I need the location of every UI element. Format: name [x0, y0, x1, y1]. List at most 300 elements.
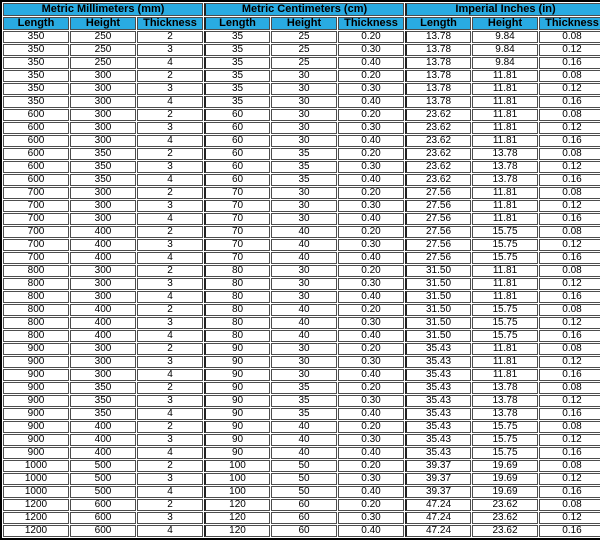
cell: 60 [271, 499, 337, 511]
cell: 0.08 [539, 382, 600, 394]
cell: 30 [271, 122, 337, 134]
cell: 30 [271, 200, 337, 212]
cell: 90 [204, 434, 270, 446]
cell: 0.40 [338, 369, 404, 381]
cell: 35.43 [405, 369, 471, 381]
cell: 0.20 [338, 499, 404, 511]
cell: 30 [271, 265, 337, 277]
cell: 35 [204, 83, 270, 95]
cell: 0.08 [539, 148, 600, 160]
cell: 300 [70, 278, 136, 290]
cell: 3 [137, 200, 203, 212]
cell: 3 [137, 395, 203, 407]
table-row [3, 213, 600, 225]
table-row [3, 395, 600, 407]
cell: 35 [204, 31, 270, 43]
cell: 800 [3, 330, 69, 342]
cell: 250 [70, 44, 136, 56]
table-row [3, 421, 600, 433]
cell: 31.50 [405, 278, 471, 290]
cell: 900 [3, 447, 69, 459]
cell: 31.50 [405, 330, 471, 342]
table-row [3, 70, 600, 82]
cell: 4 [137, 252, 203, 264]
column-header-cm-height: Height [271, 17, 337, 30]
cell: 120 [204, 512, 270, 524]
cell: 120 [204, 499, 270, 511]
table-row [3, 447, 600, 459]
cell: 0.40 [338, 486, 404, 498]
cell: 350 [3, 70, 69, 82]
cell: 350 [70, 408, 136, 420]
cell: 60 [204, 148, 270, 160]
cell: 35.43 [405, 382, 471, 394]
cell: 2 [137, 31, 203, 43]
table-row [3, 460, 600, 472]
cell: 400 [70, 330, 136, 342]
cell: 0.20 [338, 265, 404, 277]
cell: 60 [204, 174, 270, 186]
cell: 60 [204, 161, 270, 173]
cell: 19.69 [472, 473, 538, 485]
table-row [3, 57, 600, 69]
cell: 0.12 [539, 200, 600, 212]
cell: 15.75 [472, 226, 538, 238]
cell: 39.37 [405, 473, 471, 485]
cell: 400 [70, 252, 136, 264]
cell: 300 [70, 213, 136, 225]
cell: 30 [271, 369, 337, 381]
cell: 1000 [3, 460, 69, 472]
cell: 600 [70, 512, 136, 524]
cell: 0.30 [338, 473, 404, 485]
cell: 80 [204, 291, 270, 303]
cell: 350 [3, 57, 69, 69]
cell: 0.12 [539, 317, 600, 329]
cell: 600 [3, 161, 69, 173]
cell: 0.30 [338, 239, 404, 251]
cell: 39.37 [405, 460, 471, 472]
column-header-in-length: Length [405, 17, 471, 30]
cell: 13.78 [472, 174, 538, 186]
cell: 0.40 [338, 252, 404, 264]
cell: 300 [70, 343, 136, 355]
cell: 100 [204, 473, 270, 485]
cell: 40 [271, 226, 337, 238]
cell: 300 [70, 83, 136, 95]
cell: 0.40 [338, 525, 404, 537]
cell: 600 [70, 499, 136, 511]
cell: 0.30 [338, 83, 404, 95]
cell: 350 [3, 44, 69, 56]
table-row [3, 343, 600, 355]
cell: 0.12 [539, 239, 600, 251]
cell: 3 [137, 122, 203, 134]
cell: 0.40 [338, 57, 404, 69]
cell: 70 [204, 213, 270, 225]
cell: 15.75 [472, 447, 538, 459]
cell: 40 [271, 447, 337, 459]
cell: 60 [271, 525, 337, 537]
cell: 0.16 [539, 135, 600, 147]
table-row [3, 330, 600, 342]
cell: 13.78 [472, 161, 538, 173]
cell: 0.40 [338, 213, 404, 225]
cell: 400 [70, 317, 136, 329]
cell: 90 [204, 343, 270, 355]
cell: 0.08 [539, 421, 600, 433]
cell: 300 [70, 356, 136, 368]
table-row [3, 382, 600, 394]
cell: 900 [3, 343, 69, 355]
cell: 90 [204, 421, 270, 433]
table-row [3, 473, 600, 485]
cell: 80 [204, 304, 270, 316]
cell: 15.75 [472, 252, 538, 264]
cell: 0.16 [539, 96, 600, 108]
sub-header-row [3, 17, 600, 30]
cell: 4 [137, 447, 203, 459]
cell: 0.20 [338, 460, 404, 472]
cell: 35.43 [405, 447, 471, 459]
cell: 47.24 [405, 525, 471, 537]
cell: 30 [271, 291, 337, 303]
cell: 0.40 [338, 174, 404, 186]
table-row [3, 252, 600, 264]
cell: 0.08 [539, 187, 600, 199]
cell: 600 [3, 135, 69, 147]
cell: 4 [137, 369, 203, 381]
cell: 350 [70, 148, 136, 160]
cell: 2 [137, 343, 203, 355]
cell: 500 [70, 460, 136, 472]
cell: 3 [137, 317, 203, 329]
cell: 35 [271, 174, 337, 186]
cell: 39.37 [405, 486, 471, 498]
cell: 1200 [3, 525, 69, 537]
cell: 0.20 [338, 187, 404, 199]
cell: 31.50 [405, 304, 471, 316]
cell: 0.12 [539, 473, 600, 485]
table-row [3, 31, 600, 43]
cell: 13.78 [405, 70, 471, 82]
cell: 0.16 [539, 213, 600, 225]
cell: 13.78 [405, 83, 471, 95]
table-row [3, 512, 600, 524]
cell: 350 [70, 161, 136, 173]
cell: 2 [137, 70, 203, 82]
cell: 700 [3, 200, 69, 212]
cell: 0.16 [539, 369, 600, 381]
cell: 0.40 [338, 447, 404, 459]
cell: 25 [271, 44, 337, 56]
cell: 60 [204, 135, 270, 147]
cell: 0.20 [338, 421, 404, 433]
table-row [3, 96, 600, 108]
cell: 60 [271, 512, 337, 524]
cell: 35.43 [405, 395, 471, 407]
table-row [3, 265, 600, 277]
cell: 1200 [3, 512, 69, 524]
cell: 0.12 [539, 278, 600, 290]
cell: 3 [137, 356, 203, 368]
cell: 31.50 [405, 265, 471, 277]
cell: 40 [271, 252, 337, 264]
cell: 80 [204, 317, 270, 329]
group-header-metric-mm: Metric Millimeters (mm) [3, 3, 203, 16]
cell: 0.16 [539, 486, 600, 498]
table-row [3, 434, 600, 446]
cell: 25 [271, 57, 337, 69]
cell: 31.50 [405, 291, 471, 303]
cell: 13.78 [472, 395, 538, 407]
cell: 0.20 [338, 304, 404, 316]
table-row [3, 226, 600, 238]
table-row [3, 369, 600, 381]
cell: 35 [271, 408, 337, 420]
cell: 4 [137, 291, 203, 303]
cell: 23.62 [405, 148, 471, 160]
cell: 0.16 [539, 330, 600, 342]
cell: 2 [137, 382, 203, 394]
cell: 400 [70, 421, 136, 433]
cell: 4 [137, 174, 203, 186]
cell: 0.12 [539, 356, 600, 368]
cell: 13.78 [405, 57, 471, 69]
cell: 600 [3, 148, 69, 160]
cell: 3 [137, 83, 203, 95]
cell: 30 [271, 109, 337, 121]
cell: 0.08 [539, 343, 600, 355]
cell: 13.78 [472, 408, 538, 420]
cell: 30 [271, 96, 337, 108]
cell: 0.20 [338, 226, 404, 238]
table-row [3, 304, 600, 316]
cell: 0.30 [338, 44, 404, 56]
cell: 100 [204, 486, 270, 498]
cell: 11.81 [472, 278, 538, 290]
cell: 0.16 [539, 57, 600, 69]
cell: 23.62 [472, 512, 538, 524]
cell: 2 [137, 265, 203, 277]
group-header-row [3, 3, 600, 16]
cell: 9.84 [472, 44, 538, 56]
cell: 0.16 [539, 252, 600, 264]
cell: 400 [70, 434, 136, 446]
cell: 120 [204, 525, 270, 537]
cell: 350 [3, 83, 69, 95]
table-row [3, 486, 600, 498]
cell: 35 [204, 96, 270, 108]
column-header-mm-thickness: Thickness [137, 17, 203, 30]
cell: 4 [137, 486, 203, 498]
cell: 60 [204, 122, 270, 134]
cell: 35 [271, 395, 337, 407]
cell: 4 [137, 525, 203, 537]
table-row [3, 356, 600, 368]
table-row [3, 408, 600, 420]
cell: 4 [137, 96, 203, 108]
cell: 27.56 [405, 226, 471, 238]
cell: 23.62 [405, 174, 471, 186]
table-row [3, 200, 600, 212]
cell: 250 [70, 57, 136, 69]
cell: 35.43 [405, 421, 471, 433]
cell: 100 [204, 460, 270, 472]
cell: 4 [137, 57, 203, 69]
cell: 25 [271, 31, 337, 43]
cell: 27.56 [405, 187, 471, 199]
cell: 27.56 [405, 213, 471, 225]
cell: 300 [70, 96, 136, 108]
cell: 35.43 [405, 343, 471, 355]
cell: 35 [204, 44, 270, 56]
cell: 3 [137, 278, 203, 290]
cell: 0.40 [338, 96, 404, 108]
table-row [3, 122, 600, 134]
cell: 600 [3, 174, 69, 186]
cell: 70 [204, 239, 270, 251]
table-row [3, 44, 600, 56]
cell: 2 [137, 460, 203, 472]
column-header-mm-height: Height [70, 17, 136, 30]
cell: 19.69 [472, 486, 538, 498]
cell: 700 [3, 239, 69, 251]
cell: 0.08 [539, 226, 600, 238]
cell: 35.43 [405, 434, 471, 446]
table-row [3, 135, 600, 147]
cell: 30 [271, 278, 337, 290]
cell: 70 [204, 226, 270, 238]
cell: 40 [271, 239, 337, 251]
cell: 0.40 [338, 330, 404, 342]
cell: 30 [271, 135, 337, 147]
cell: 2 [137, 421, 203, 433]
cell: 80 [204, 265, 270, 277]
cell: 50 [271, 473, 337, 485]
cell: 11.81 [472, 369, 538, 381]
cell: 27.56 [405, 239, 471, 251]
table-body [3, 31, 600, 537]
cell: 11.81 [472, 343, 538, 355]
cell: 300 [70, 109, 136, 121]
cell: 0.16 [539, 174, 600, 186]
cell: 300 [70, 70, 136, 82]
cell: 2 [137, 304, 203, 316]
cell: 40 [271, 317, 337, 329]
cell: 2 [137, 226, 203, 238]
cell: 0.16 [539, 525, 600, 537]
cell: 90 [204, 395, 270, 407]
cell: 90 [204, 447, 270, 459]
cell: 800 [3, 317, 69, 329]
cell: 15.75 [472, 421, 538, 433]
cell: 700 [3, 213, 69, 225]
cell: 300 [70, 122, 136, 134]
cell: 47.24 [405, 499, 471, 511]
cell: 70 [204, 187, 270, 199]
cell: 600 [70, 525, 136, 537]
cell: 600 [3, 122, 69, 134]
cell: 350 [70, 174, 136, 186]
cell: 35 [204, 57, 270, 69]
table-row [3, 291, 600, 303]
table-row [3, 174, 600, 186]
cell: 350 [70, 395, 136, 407]
cell: 500 [70, 473, 136, 485]
cell: 0.16 [539, 408, 600, 420]
cell: 23.62 [405, 135, 471, 147]
cell: 60 [204, 109, 270, 121]
cell: 11.81 [472, 70, 538, 82]
cell: 30 [271, 83, 337, 95]
cell: 0.08 [539, 265, 600, 277]
cell: 30 [271, 213, 337, 225]
cell: 600 [3, 109, 69, 121]
table-row [3, 278, 600, 290]
cell: 0.08 [539, 304, 600, 316]
cell: 0.12 [539, 83, 600, 95]
cell: 800 [3, 265, 69, 277]
cell: 35 [204, 70, 270, 82]
group-header-metric-cm: Metric Centimeters (cm) [204, 3, 404, 16]
cell: 2 [137, 187, 203, 199]
cell: 15.75 [472, 330, 538, 342]
cell: 300 [70, 135, 136, 147]
column-header-in-height: Height [472, 17, 538, 30]
table-row [3, 161, 600, 173]
cell: 0.12 [539, 122, 600, 134]
cell: 35 [271, 148, 337, 160]
cell: 23.62 [405, 161, 471, 173]
cell: 2 [137, 499, 203, 511]
cell: 90 [204, 369, 270, 381]
table-row [3, 499, 600, 511]
column-header-cm-thickness: Thickness [338, 17, 404, 30]
cell: 900 [3, 395, 69, 407]
cell: 11.81 [472, 135, 538, 147]
cell: 0.30 [338, 317, 404, 329]
cell: 11.81 [472, 291, 538, 303]
cell: 80 [204, 330, 270, 342]
cell: 11.81 [472, 83, 538, 95]
cell: 40 [271, 421, 337, 433]
cell: 13.78 [405, 31, 471, 43]
cell: 11.81 [472, 265, 538, 277]
cell: 15.75 [472, 304, 538, 316]
cell: 3 [137, 473, 203, 485]
cell: 15.75 [472, 239, 538, 251]
cell: 0.08 [539, 70, 600, 82]
table-row [3, 187, 600, 199]
table-row [3, 148, 600, 160]
cell: 0.16 [539, 291, 600, 303]
cell: 0.30 [338, 122, 404, 134]
cell: 11.81 [472, 96, 538, 108]
cell: 0.20 [338, 148, 404, 160]
cell: 3 [137, 239, 203, 251]
cell: 400 [70, 447, 136, 459]
cell: 50 [271, 486, 337, 498]
cell: 0.08 [539, 109, 600, 121]
cell: 1000 [3, 473, 69, 485]
cell: 900 [3, 421, 69, 433]
cell: 9.84 [472, 31, 538, 43]
table-row [3, 525, 600, 537]
cell: 11.81 [472, 122, 538, 134]
cell: 35 [271, 382, 337, 394]
cell: 0.20 [338, 382, 404, 394]
